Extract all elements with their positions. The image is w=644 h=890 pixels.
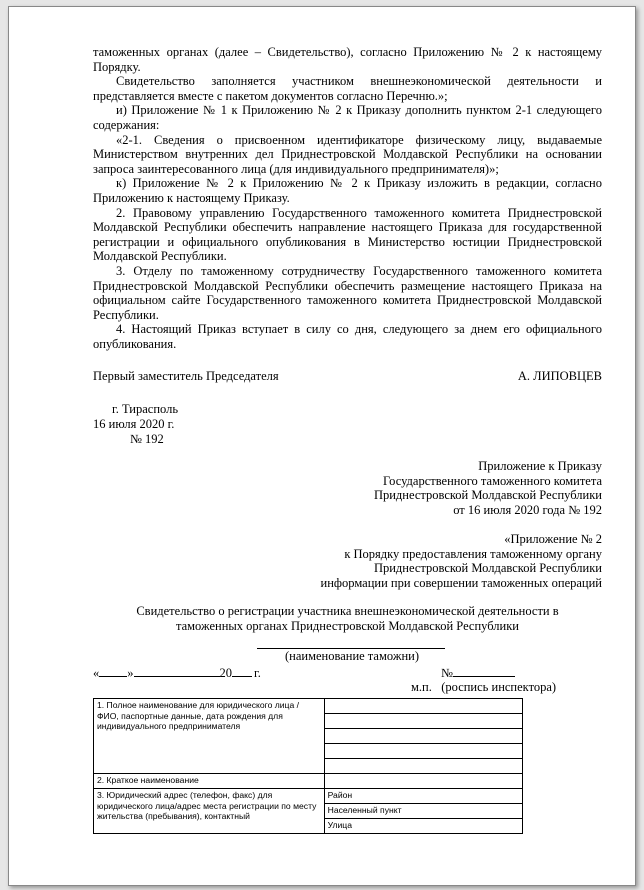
signature-line [93, 369, 602, 384]
paragraph: к) Приложение № 2 к Приложению № 2 к Приказу изложить в редакции, согласно Приложению к настоящему Приказу. [93, 176, 602, 205]
day-field [99, 665, 127, 677]
city: г. Тирасполь [112, 402, 179, 416]
appendix2-header-line: к Порядку предоставления таможенному органу [344, 546, 602, 561]
certificate-table [93, 698, 523, 834]
number-line: № [441, 665, 515, 681]
signer-position: Первый заместитель Председателя [93, 369, 279, 383]
paragraph: таможенных органах (далее – Свидетельство), согласно Приложению № 2 к настоящему Порядку. [93, 45, 602, 74]
appendix-header-line: Государственного таможенного комитета [383, 473, 602, 488]
month-field [134, 665, 220, 677]
stamp-line: м.п. (роспись инспектора) [411, 680, 557, 694]
certificate-title-line: Свидетельство о регистрации участника внешнеэкономической деятельности в [136, 604, 559, 618]
certificate-title-line: таможенных органах Приднестровской Молдавской Республики [175, 618, 519, 633]
certificate-title [93, 604, 602, 633]
table-cell [324, 744, 522, 759]
table-row [94, 789, 523, 804]
appendix-header [259, 459, 602, 517]
table-cell: Улица [324, 819, 522, 834]
table-cell [324, 714, 522, 729]
customs-caption: (наименование таможни) [284, 649, 419, 663]
paragraph: 2. Правовому управлению Государственного таможенного комитета Приднестровской Молдавской Республики обеспечить направление настоящего Приказа для государственной регистрации и официального опубликования в Министерство юстиции Приднестровской Молдавской Республики. [93, 205, 602, 264]
date-line: « » 20 г. [93, 666, 261, 680]
table-cell [324, 699, 522, 714]
order-date: 16 июля 2020 г. [93, 417, 175, 431]
appendix-header-line: Приложение к Приказу [478, 459, 602, 473]
appendix2-header-line: Приднестровской Молдавской Республики [373, 561, 602, 576]
appendix2-header-line: информации при совершении таможенных операций [320, 575, 602, 590]
order-number: № 192 [130, 432, 164, 446]
paragraph: 4. Настоящий Приказ вступает в силу со дня, следующего за днем его официального опубликования. [93, 322, 602, 351]
table-row [94, 699, 523, 714]
appendix2-header [259, 532, 602, 590]
table-cell: Населенный пункт [324, 804, 522, 819]
appendix-header-line: от 16 июля 2020 года № 192 [453, 502, 602, 517]
table-cell [324, 759, 522, 774]
row-label: 1. Полное наименование для юридического лица /ФИО, паспортные данные, дата рождения для индивидуального предпринимателя [94, 699, 325, 774]
paragraph: Свидетельство заполняется участником внешнеэкономической деятельности и представляется вместе с пакетом документов согласно Перечню.»; [93, 74, 602, 103]
appendix2-header-line: «Приложение № 2 [504, 532, 602, 546]
paragraph: «2-1. Сведения о присвоенном идентификаторе физическому лицу, выдаваемые Министерством внутренних дел Приднестровской Молдавской Республики на основании запроса заинтересованного лица (для индивидуального предпринимателя)»; [93, 132, 602, 176]
table-cell [324, 774, 522, 789]
row-label: 3. Юридический адрес (телефон, факс) для юридического лица/адрес места регистрации по месту жительства (пребывания), контактный [94, 789, 325, 834]
table-row [94, 774, 523, 789]
row-label: 2. Краткое наименование [94, 774, 325, 789]
year-field [232, 665, 252, 677]
table-cell: Район [324, 789, 522, 804]
table-cell [324, 729, 522, 744]
number-field [453, 665, 515, 677]
paragraph: 3. Отделу по таможенному сотрудничеству Государственного таможенного комитета Приднестровской Молдавской Республики обеспечить размещение настоящего Приказа на официальном сайте Государственного таможенного комитета Приднестровской Молдавской Республики. [93, 263, 602, 322]
document-page [8, 6, 636, 886]
signer-name: А. ЛИПОВЦЕВ [517, 369, 602, 383]
paragraph: и) Приложение № 1 к Приложению № 2 к Приказу дополнить пунктом 2-1 следующего содержания: [93, 103, 602, 132]
appendix-header-line: Приднестровской Молдавской Республики [373, 488, 602, 503]
body-text [93, 45, 602, 351]
